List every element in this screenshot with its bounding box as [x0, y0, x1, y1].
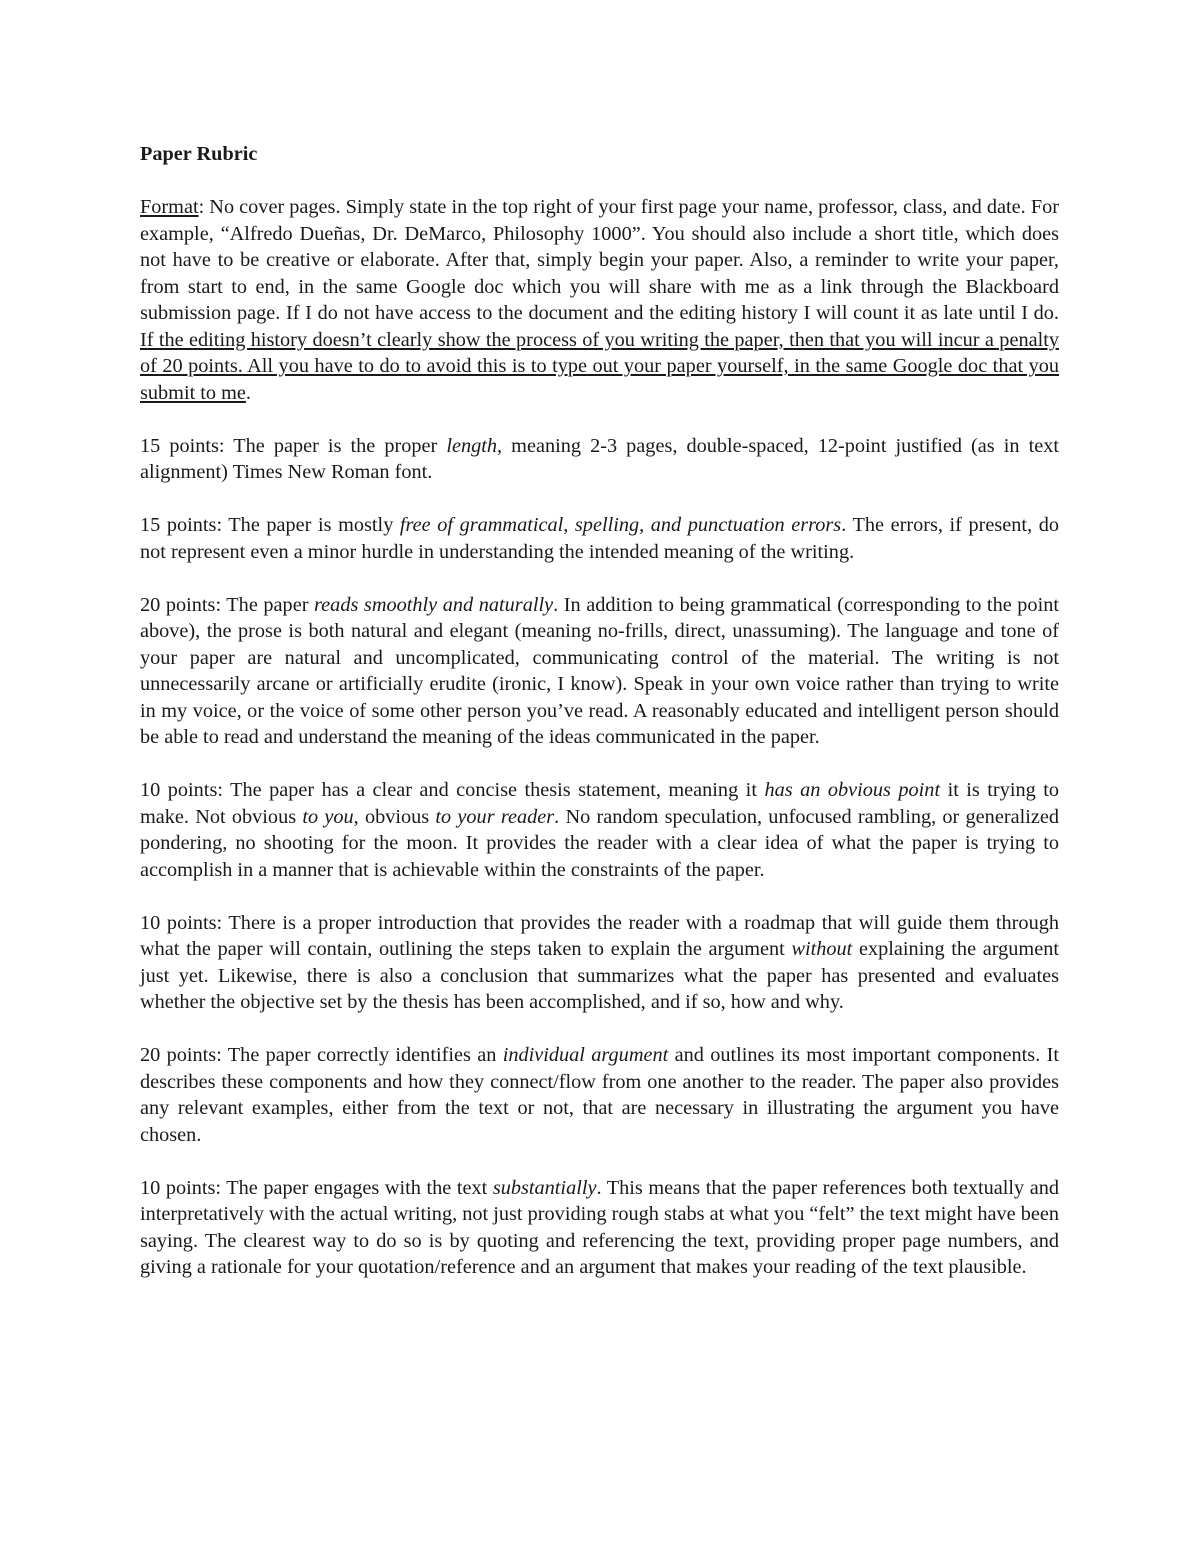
- criterion-text: . This means that the paper references both textually and interpretatively with the actual writing, not just providing rough stabs at what you “felt” the text might have been saying. The clearest way to do so is by quoting and referencing the text, providing proper page numbers, and giving a rationale for your quotation/reference and an argument that makes your reading of the text plausible.: [140, 1176, 1059, 1278]
- criterion-text: . The errors, if present, do not represent even a minor hurdle in understanding the intended meaning of the writing.: [140, 514, 1059, 563]
- criterion-introduction: [140, 910, 1059, 1016]
- criterion-text: 15 points: The paper is the proper: [140, 434, 447, 457]
- criterion-text: 10 points: The paper engages with the text: [140, 1176, 493, 1199]
- criterion-text: 20 points: The paper: [140, 593, 315, 616]
- criterion-text: explaining the argument just yet. Likewise, there is also a conclusion that summarizes what the paper has presented and evaluates whether the objective set by the thesis has been accomplished, and if so, how and why.: [140, 938, 1059, 1013]
- criterion-text: 20 points: The paper correctly identifies an: [140, 1044, 503, 1066]
- criterion-length: [140, 433, 1059, 486]
- criterion-emphasis: reads smoothly and naturally: [314, 593, 554, 616]
- criterion-text: it is trying to make. Not obvious: [140, 779, 1059, 828]
- criterion-text: , obvious: [353, 805, 436, 828]
- document-title: Paper Rubric: [140, 143, 258, 165]
- criterion-emphasis: to your reader: [435, 805, 555, 828]
- criterion-emphasis: individual argument: [502, 1044, 669, 1066]
- document-page: [140, 141, 1059, 1281]
- criterion-text: . No random speculation, unfocused rambling, or generalized pondering, no shooting for the moon. It provides the reader with a clear idea of what the paper is trying to accomplish in a manner that is achievable within the constraints of the paper.: [140, 805, 1059, 881]
- format-colon: :: [198, 196, 205, 218]
- criterion-emphasis: to you: [302, 805, 354, 828]
- criterion-text: , meaning 2-3 pages, double-spaced, 12-point justified (as in text alignment) Times New Roman font.: [140, 434, 1059, 483]
- format-label: Format: [140, 196, 199, 218]
- criterion-text: 15 points: The paper is mostly: [140, 514, 400, 536]
- format-body: No cover pages. Simply state in the top right of your first page your name, professor, class, and date. For example, “Alfredo Dueñas, Dr. DeMarco, Philosophy 1000”. You should also include a short title, which does not have to be creative or elaborate. After that, simply begin your paper. Also, a reminder to write your paper, from start to end, in the same Google doc which you will share with me as a link through the Blackboard submission page. If I do not have access to the document and the editing history I will count it as late until I do.: [140, 196, 1059, 324]
- criterion-style: [140, 592, 1059, 751]
- criterion-emphasis: substantially: [492, 1176, 597, 1199]
- format-paragraph: [140, 194, 1059, 406]
- criterion-emphasis: without: [791, 938, 853, 960]
- criterion-text: and outlines its most important components. It describes these components and how they connect/flow from one another to the reader. The paper also provides any relevant examples, either from the text or not, that are necessary in illustrating the argument you have chosen.: [140, 1044, 1059, 1146]
- criterion-argument: [140, 1042, 1059, 1148]
- format-end: .: [245, 381, 251, 404]
- criterion-emphasis: has an obvious point: [764, 779, 941, 801]
- criterion-text: 10 points: The paper has a clear and concise thesis statement, meaning it: [140, 779, 765, 801]
- format-penalty-warning: If the editing history doesn’t clearly show the process of you writing the paper, then that you will incur a penalty of 20 points. All you have to do to avoid this is to type out your paper yourself, in the same Google doc that you submit to me: [140, 328, 1059, 404]
- criterion-text: 10 points: There is a proper introduction that provides the reader with a roadmap that will guide them through what the paper will contain, outlining the steps taken to explain the argument: [140, 911, 1059, 960]
- criterion-thesis: [140, 777, 1059, 883]
- criterion-grammar: [140, 512, 1059, 565]
- criterion-text: . In addition to being grammatical (corresponding to the point above), the prose is both natural and elegant (meaning no-frills, direct, unassuming). The language and tone of your paper are natural and uncomplicated, communicating control of the material. The writing is not unnecessarily arcane or artificially erudite (ironic, I know). Speak in your own voice rather than trying to write in my voice, or the voice of some other person you’ve read. A reasonably educated and intelligent person should be able to read and understand the meaning of the ideas communicated in the paper.: [140, 593, 1059, 748]
- criterion-emphasis: free of grammatical, spelling, and punctuation errors: [399, 514, 842, 536]
- criterion-emphasis: length: [446, 434, 498, 457]
- criterion-engagement: [140, 1175, 1059, 1281]
